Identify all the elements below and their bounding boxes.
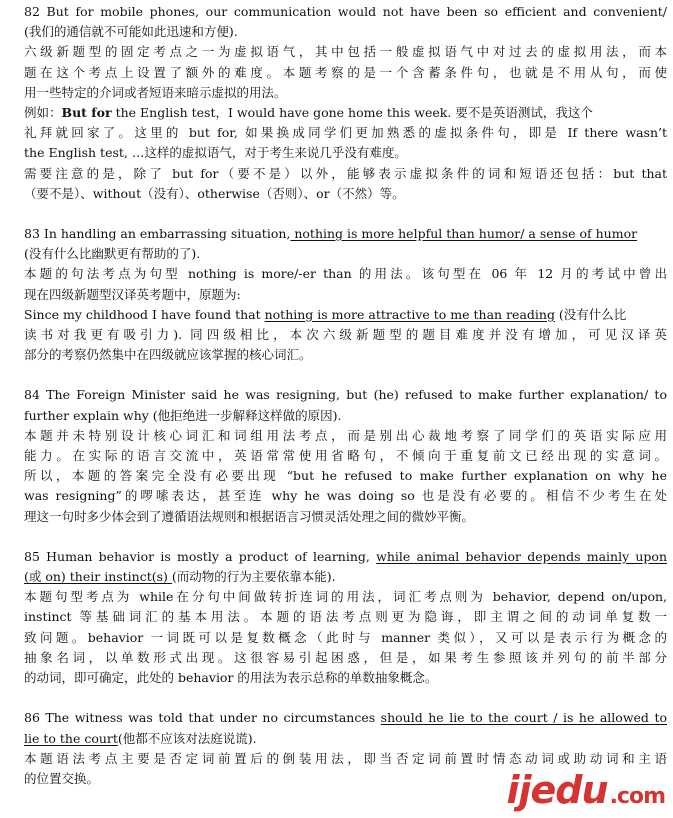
item-86-line-1 (24, 708, 667, 728)
item-83-source-translation: (没有什么比 (554, 306, 627, 322)
item-82-line-4: 题在这个考点上设置了额外的难度。本题考察的是一个含蓄条件句，也就是不用从句，而使 (24, 64, 667, 80)
item-83 (24, 224, 667, 365)
item-85-line-7: 的动词，即可确定，此处的 behavior 的用法为表示总称的单数抽象概念。 (24, 670, 438, 686)
item-83-source-text: Since my childhood I have found that (24, 306, 265, 322)
item-83-line-4: 现在四级新题型汉译英考题中，原题为: (24, 286, 241, 302)
item-84-line-5: 所以，本题的答案完全没有必要出现 “but he refused to make further explanation on why he (24, 468, 667, 484)
item-84-line-2: further explain why (他拒绝进一步解释这样做的原因). (24, 407, 342, 423)
item-84-line-3: 本题并未特别设计核心词汇和词组用法考点，而是别出心裁地考察了同学们的英语实际应用 (24, 427, 667, 443)
item-83-answer: nothing is more helpful than humor/ a sense of humor (290, 226, 638, 242)
spacer (24, 365, 667, 385)
item-82-line-9: 需要注意的是，除了 but for（要不是）以外，能够表示虚拟条件的词和短语还包括：but that (24, 165, 667, 181)
item-84 (24, 385, 667, 526)
item-84-line-4: 能力。在实际的语言交流中，英语常常使用省略句，不倾向于重复前文已经出现的实意词。 (24, 448, 667, 464)
site-watermark-logo (506, 768, 665, 812)
item-82-line-8: the English test, …这样的虚拟语气，对于考生来说几乎没有难度。 (24, 145, 407, 161)
item-82-line-2: (我们的通信就不可能如此迅速和方便). (24, 24, 238, 40)
item-85-line-2 (24, 567, 667, 587)
item-86-text: 86 The witness was told that under no circumstances (24, 710, 381, 726)
item-83-line-7: 部分的考察仍然集中在四级就应该掌握的核心词汇。 (24, 347, 312, 363)
example-text: the English test，I would have gone home this week. 要不是英语测试，我这个 (111, 105, 593, 121)
example-label: 例如： (24, 105, 62, 121)
item-83-source-answer: nothing is more attractive to me than reading (264, 306, 555, 322)
item-82-line-10: （要不是）、without（没有）、otherwise（否则）、or（不然）等。 (24, 185, 405, 201)
item-83-line-3: 本题的句法考点为句型 nothing is more/-er than 的用法。该句型在 06 年 12 月的考试中曾出 (24, 266, 667, 282)
spacer (24, 527, 667, 547)
item-82-line-3: 六级新题型的固定考点之一为虚拟语气，其中包括一般虚拟语气中对过去的虚拟用法，而本 (24, 44, 667, 60)
item-85-translation: (而动物的行为主要依靠本能). (171, 569, 336, 585)
item-86-line-3: 本题语法考点主要是否定词前置后的倒装用法，即当否定词前置时情态动词或助动词和主语 (24, 750, 667, 766)
item-83-line-5 (24, 305, 667, 325)
item-86-line-4: 的位置交换。 (24, 770, 100, 786)
watermark-main: ijedu (506, 768, 608, 812)
item-86-translation: (他都不应该对法庭说谎). (117, 730, 257, 746)
item-85 (24, 547, 667, 688)
item-85-line-3: 本题句型考点为 while在分句中间做转折连词的用法，词汇考点则为 behavior, depend on/upon, (24, 589, 667, 605)
item-82 (24, 2, 667, 204)
item-83-line-6: 读书对我更有吸引力). 同四级相比，本次六级新题型的题目难度并没有增加，可见汉译英 (24, 327, 667, 343)
item-84-line-6: was resigning”的啰嗦表达，甚至连 why he was doing so 也是没有必要的。相信不少考生在处 (24, 488, 667, 504)
watermark-suffix: .com (609, 784, 665, 809)
item-85-answer-cont: (或 on) their instinct(s) (24, 569, 172, 585)
item-85-line-4: instinct 等基础词汇的基本用法。本题的语法考点则更为隐诲，即主谓之间的动词单复数一 (24, 609, 667, 625)
item-83-line-1 (24, 224, 667, 244)
item-82-line-1: 82 But for mobile phones, our communication would not have been so efficient and convenient/ (24, 4, 667, 19)
item-82-line-7: 礼拜就回家了。这里的 but for, 如果换成同学们更加熟悉的虚拟条件句，即是 If there wasn’t (24, 125, 667, 141)
item-85-line-1 (24, 547, 667, 567)
item-85-line-5: 致问题。behavior 一词既可以是复数概念（此时与 manner 类似），又可以是表示行为概念的 (24, 629, 667, 645)
item-85-text: 85 Human behavior is mostly a product of learning, (24, 548, 377, 564)
item-86-answer: should he lie to the court / is he allowed to (380, 710, 667, 726)
item-82-line-5: 用一些特定的介词或者短语来暗示虚拟的用法。 (24, 84, 287, 100)
item-83-text: 83 In handling an embarrassing situation, (24, 226, 291, 242)
item-85-answer: while animal behavior depends mainly upon (376, 548, 667, 564)
item-82-line-6 (24, 103, 667, 123)
item-83-line-2: (没有什么比幽默更有帮助的了). (24, 246, 201, 262)
item-84-line-1: 84 The Foreign Minister said he was resigning, but (he) refused to make further explanation/ to (24, 387, 667, 403)
example-bold: But for (61, 105, 112, 121)
item-86-line-2 (24, 729, 667, 749)
item-86-answer-cont: lie to the court (24, 730, 118, 746)
spacer (24, 204, 667, 224)
item-84-line-7: 理这一句时多少体会到了遵循语法规则和根据语言习惯灵活处理之间的微妙平衡。 (24, 508, 475, 524)
item-85-line-6: 抽象名词，以单数形式出现。这很容易引起困惑，但是，如果考生参照该并列句的前半部分 (24, 649, 667, 665)
spacer (24, 688, 667, 708)
